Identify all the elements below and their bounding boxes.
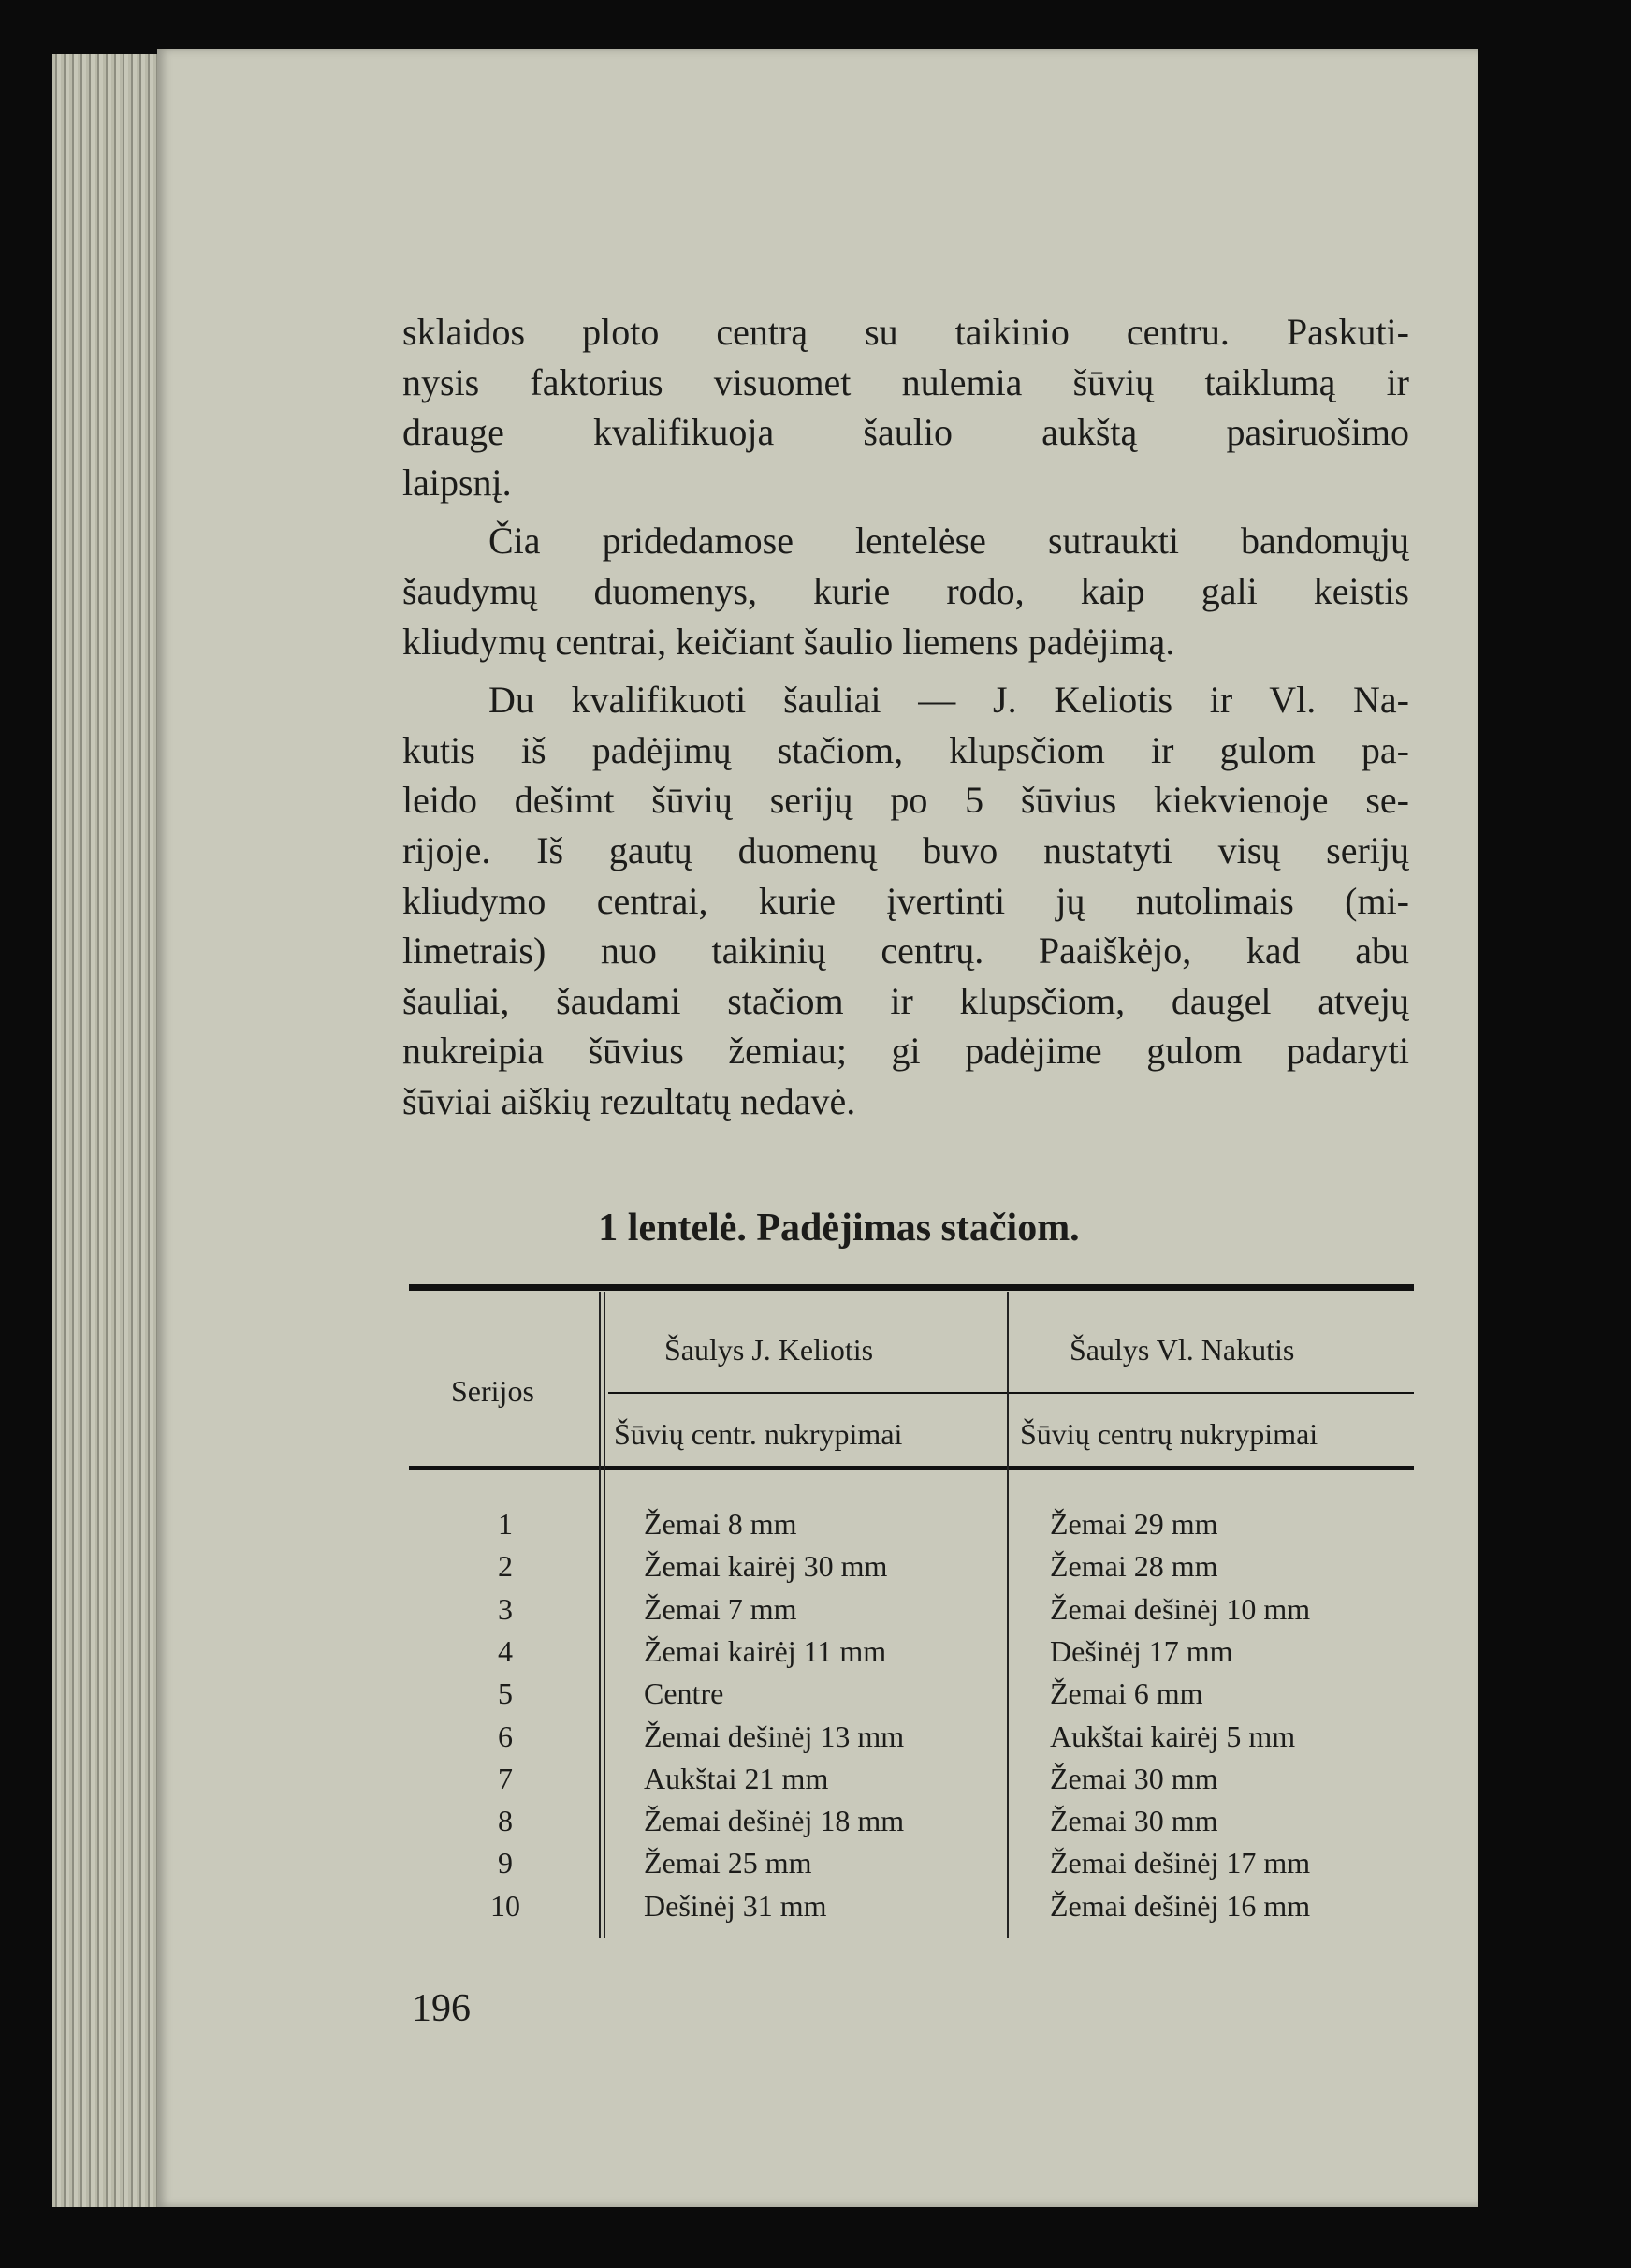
series-number: 7 xyxy=(498,1761,513,1795)
header-series: Serijos xyxy=(451,1374,534,1408)
header-bottom-rule xyxy=(409,1466,1414,1470)
nakutis-deviation: Žemai dešinėj 16 mm xyxy=(1050,1888,1311,1923)
keliotis-deviation: Centre xyxy=(644,1676,724,1711)
keliotis-deviation: Žemai 7 mm xyxy=(644,1591,797,1626)
column-divider-shooters xyxy=(1007,1292,1009,1938)
text-line: drauge kvalifikuoja šaulio aukštą pasiruošimo xyxy=(402,411,1409,454)
keliotis-deviation: Žemai 25 mm xyxy=(644,1846,812,1880)
header-shooter-1: Šaulys J. Keliotis xyxy=(664,1333,874,1367)
text-line: Du kvalifikuoti šauliai — J. Keliotis ir Vl. Na- xyxy=(488,679,1409,722)
text-line: nukreipia šūvius žemiau; gi padėjime gulom padaryti xyxy=(402,1030,1409,1073)
nakutis-deviation: Žemai dešinėj 10 mm xyxy=(1050,1591,1311,1626)
text-line: kutis iš padėjimų stačiom, klupsčiom ir gulom pa- xyxy=(402,728,1409,771)
series-number: 10 xyxy=(490,1888,520,1923)
text-line: kliudymo centrai, kurie įvertinti jų nutolimais (mi- xyxy=(402,879,1409,922)
paragraph xyxy=(402,516,1409,666)
text-line: rijoje. Iš gautų duomenų buvo nustatyti visų serijų xyxy=(402,828,1409,871)
nakutis-deviation: Žemai 30 mm xyxy=(1050,1804,1218,1838)
page-number: 196 xyxy=(412,1987,471,2030)
series-number: 3 xyxy=(498,1591,513,1626)
series-number: 8 xyxy=(498,1804,513,1838)
table-top-rule xyxy=(409,1284,1414,1291)
series-number: 9 xyxy=(498,1846,513,1880)
text-line: leido dešimt šūvių serijų po 5 šūvius kiekvienoje se- xyxy=(402,779,1409,822)
header-sub-1: Šūvių centr. nukrypimai xyxy=(614,1417,903,1451)
column-divider-series xyxy=(599,1292,601,1938)
text-line: laipsnį. xyxy=(402,461,512,504)
page-stack-edges xyxy=(52,54,174,2207)
nakutis-deviation: Žemai 29 mm xyxy=(1050,1507,1218,1541)
keliotis-deviation: Dešinėj 31 mm xyxy=(644,1888,827,1923)
series-number: 6 xyxy=(498,1719,513,1753)
paragraph xyxy=(402,675,1409,1126)
series-number: 4 xyxy=(498,1633,513,1668)
column-divider-series-2 xyxy=(604,1292,605,1938)
nakutis-deviation: Žemai dešinėj 17 mm xyxy=(1050,1846,1311,1880)
text-line: kliudymų centrai, keičiant šaulio liemens padėjimą. xyxy=(402,620,1175,663)
keliotis-deviation: Žemai 8 mm xyxy=(644,1507,797,1541)
series-number: 1 xyxy=(498,1507,513,1541)
text-line: limetrais) nuo taikinių centrų. Paaiškėjo, kad abu xyxy=(402,929,1409,973)
series-number: 5 xyxy=(498,1676,513,1711)
text-line: nysis faktorius visuomet nulemia šūvių taiklumą ir xyxy=(402,360,1409,403)
text-line: šaudymų duomenys, kurie rodo, kaip gali keistis xyxy=(402,569,1409,612)
keliotis-deviation: Žemai kairėj 30 mm xyxy=(644,1549,888,1584)
text-line: sklaidos ploto centrą su taikinio centru. Paskuti- xyxy=(402,311,1409,353)
nakutis-deviation: Žemai 6 mm xyxy=(1050,1676,1203,1711)
nakutis-deviation: Žemai 28 mm xyxy=(1050,1549,1218,1584)
keliotis-deviation: Žemai dešinėj 13 mm xyxy=(644,1719,905,1753)
keliotis-deviation: Aukštai 21 mm xyxy=(644,1761,829,1795)
table-caption: 1 lentelė. Padėjimas stačiom. xyxy=(598,1207,1080,1250)
body-text xyxy=(402,307,1409,1135)
nakutis-deviation: Aukštai kairėj 5 mm xyxy=(1050,1719,1296,1753)
header-shooter-2: Šaulys Vl. Nakutis xyxy=(1070,1333,1295,1367)
series-number: 2 xyxy=(498,1549,513,1584)
keliotis-deviation: Žemai kairėj 11 mm xyxy=(644,1633,887,1668)
text-line: Čia pridedamose lentelėse sutraukti bandomųjų xyxy=(488,519,1409,563)
paragraph xyxy=(402,307,1409,507)
text-line: šauliai, šaudami stačiom ir klupsčiom, daugel atvejų xyxy=(402,979,1409,1022)
nakutis-deviation: Žemai 30 mm xyxy=(1050,1761,1218,1795)
header-sub-2: Šūvių centrų nukrypimai xyxy=(1020,1417,1318,1451)
keliotis-deviation: Žemai dešinėj 18 mm xyxy=(644,1804,905,1838)
text-line: šūviai aiškių rezultatų nedavė. xyxy=(402,1079,856,1122)
header-sub-rule xyxy=(608,1392,1414,1394)
nakutis-deviation: Dešinėj 17 mm xyxy=(1050,1633,1233,1668)
